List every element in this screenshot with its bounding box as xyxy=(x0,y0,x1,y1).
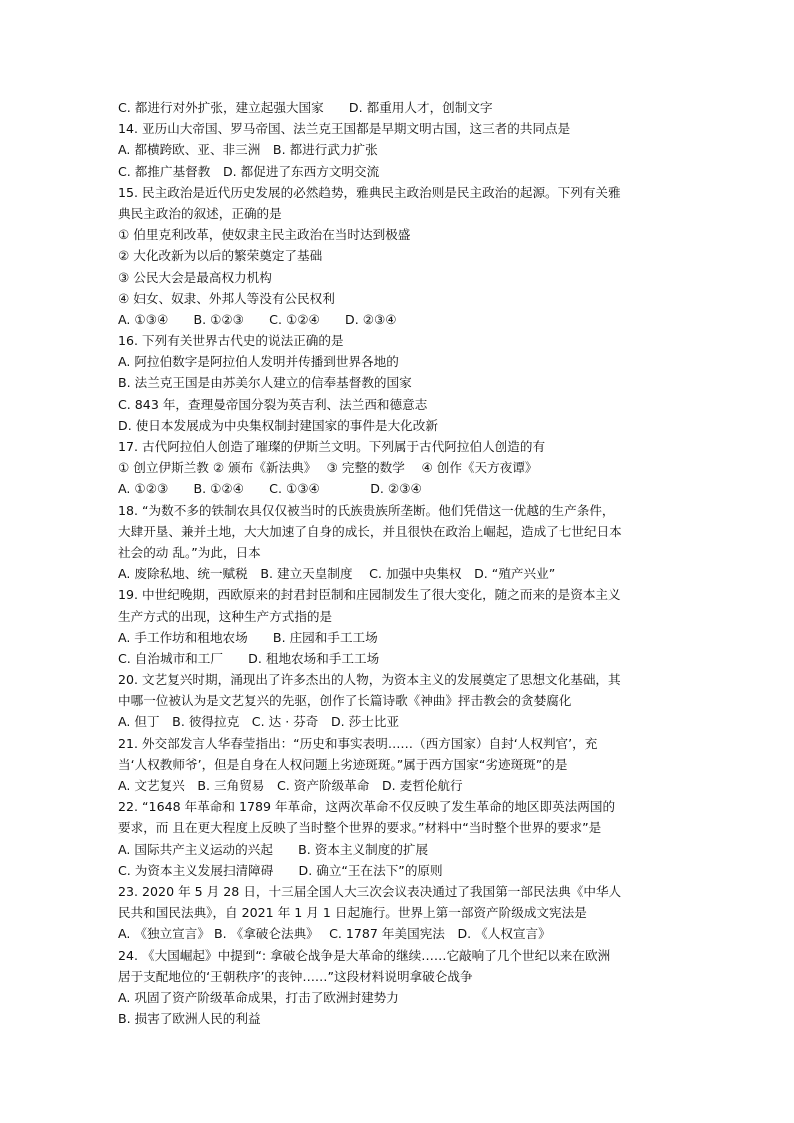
question-20-options: A. 但丁 B. 彼得拉克 C. 达 · 芬奇 D. 莎士比亚 xyxy=(118,714,400,730)
question-16-option-b: B. 法兰克王国是由苏美尔人建立的信奉基督教的国家 xyxy=(118,375,412,391)
question-22-options-cd: C. 为资本主义发展扫清障碍 D. 确立“王在法下”的原则 xyxy=(118,862,443,878)
question-16-option-c: C. 843 年，查理曼帝国分裂为英吉利、法兰西和德意志 xyxy=(118,396,428,412)
question-24-option-b: B. 损害了欧洲人民的利益 xyxy=(118,1011,261,1027)
question-14-options-cd: C. 都推广基督教 D. 都促进了东西方文明交流 xyxy=(118,163,380,179)
question-22-options-ab: A. 国际共产主义运动的兴起 B. 资本主义制度的扩展 xyxy=(118,841,429,857)
question-22-stem-cont: 要求，而 且在更大程度上反映了当时整个世界的要求。”材料中“当时整个世界的要求”是 xyxy=(118,820,602,836)
question-15-item-1: ① 伯里克利改革，使奴隶主民主政治在当时达到极盛 xyxy=(118,227,411,243)
question-22-stem: 22. “1648 年革命和 1789 年革命，这两次革命不仅反映了发生革命的地区即英法两国的 xyxy=(118,799,616,815)
question-15-item-3: ③ 公民大会是最高权力机构 xyxy=(118,269,272,285)
question-18-stem-end: 社会的动 乱。”为此，日本 xyxy=(118,544,261,560)
question-24-stem: 24. 《大国崛起》中提到“: 拿破仑战争是大革命的继续……它敲响了几个世纪以来在欧洲 xyxy=(118,947,611,963)
question-20-stem: 20. 文艺复兴时期，涌现出了许多杰出的人物，为资本主义的发展奠定了思想文化基础，其 xyxy=(118,672,621,688)
question-18-stem-cont: 大肆开垦、兼并土地，大大加速了自身的成长，并且很快在政治上崛起，造成了七世纪日本 xyxy=(118,523,622,539)
question-14-options-ab: A. 都横跨欧、亚、非三洲 B. 都进行武力扩张 xyxy=(118,142,378,158)
question-16-stem: 16. 下列有关世界古代史的说法正确的是 xyxy=(118,333,344,349)
question-19-stem-cont: 生产方式的出现，这种生产方式指的是 xyxy=(118,608,333,624)
question-21-options: A. 文艺复兴 B. 三角贸易 C. 资产阶级革命 D. 麦哲伦航行 xyxy=(118,778,463,793)
question-17-options: A. ①②③ B. ①②④ C. ①③④ D. ②③④ xyxy=(118,481,422,497)
question-23-stem-cont: 民共和国民法典》，自 2021 年 1 月 1 日起施行。世界上第一部资产阶级成文宪法是 xyxy=(118,905,587,921)
question-15-item-4: ④ 妇女、奴隶、外邦人等没有公民权利 xyxy=(118,290,335,306)
question-18-options: A. 废除私地、统一赋税 B. 建立天皇制度 C. 加强中央集权 D. “殖产兴业” xyxy=(118,566,556,582)
question-24-option-a: A. 巩固了资产阶级革命成果，打击了欧洲封建势力 xyxy=(118,989,399,1005)
question-15-stem-cont: 典民主政治的叙述，正确的是 xyxy=(118,205,282,221)
question-16-option-d: D. 使日本发展成为中央集权制封建国家的事件是大化改新 xyxy=(118,417,438,433)
question-17-stem: 17. 古代阿拉伯人创造了璀璨的伊斯兰文明。下列属于古代阿拉伯人创造的有 xyxy=(118,439,546,454)
question-16-option-a: A. 阿拉伯数字是阿拉伯人发明并传播到世界各地的 xyxy=(118,354,399,370)
exam-page xyxy=(118,97,678,1029)
question-17-items: ① 创立伊斯兰教 ② 颁布《新法典》 ③ 完整的数学 ④ 创作《天方夜谭》 xyxy=(118,460,538,476)
question-20-stem-cont: 中哪一位被认为是文艺复兴的先驱，创作了长篇诗歌《神曲》抨击教会的贪婪腐化 xyxy=(118,693,572,709)
question-23-stem: 23. 2020 年 5 月 28 日，十三届全国人大三次会议表决通过了我国第一部民法典《中华人 xyxy=(118,883,622,899)
question-15-item-2: ② 大化改新为以后的繁荣奠定了基础 xyxy=(118,248,323,264)
question-24-stem-cont: 居于支配地位的‘王朝秩序’的丧钟……”这段材料说明拿破仑战争 xyxy=(118,968,473,984)
question-21-stem: 21. 外交部发言人华春莹指出：“历史和事实表明……（西方国家）自封‘人权判官’，充 xyxy=(118,735,598,751)
question-15-options: A. ①③④ B. ①②③ C. ①②④ D. ②③④ xyxy=(118,311,397,327)
question-19-options-ab: A. 手工作坊和租地农场 B. 庄园和手工工场 xyxy=(118,629,378,645)
question-15-stem: 15. 民主政治是近代历史发展的必然趋势，雅典民主政治则是民主政治的起源。下列有关雅 xyxy=(118,184,621,200)
question-19-stem: 19. 中世纪晚期，西欧原来的封君封臣制和庄园制发生了很大变化，随之而来的是资本主义 xyxy=(118,587,621,603)
question-14-stem: 14. 亚历山大帝国、罗马帝国、法兰克王国都是早期文明古国，这三者的共同点是 xyxy=(118,121,571,137)
question-18-stem: 18. “为数不多的铁制农具仅仅被当时的氏族贵族所垄断。他们凭借这一优越的生产条件， xyxy=(118,502,615,518)
question-19-options-cd: C. 自治城市和工厂 D. 租地农场和手工工场 xyxy=(118,650,380,666)
question-21-stem-cont: 当‘人权教师爷’，但是自身在人权问题上劣迹斑斑。”属于西方国家“劣迹斑斑”的是 xyxy=(118,756,568,772)
question-23-options: A. 《独立宣言》 B. 《拿破仑法典》 C. 1787 年美国宪法 D. 《人权宣言》 xyxy=(118,926,551,942)
text-line: C. 都进行对外扩张，建立起强大国家 D. 都重用人才，创制文字 xyxy=(118,100,493,115)
